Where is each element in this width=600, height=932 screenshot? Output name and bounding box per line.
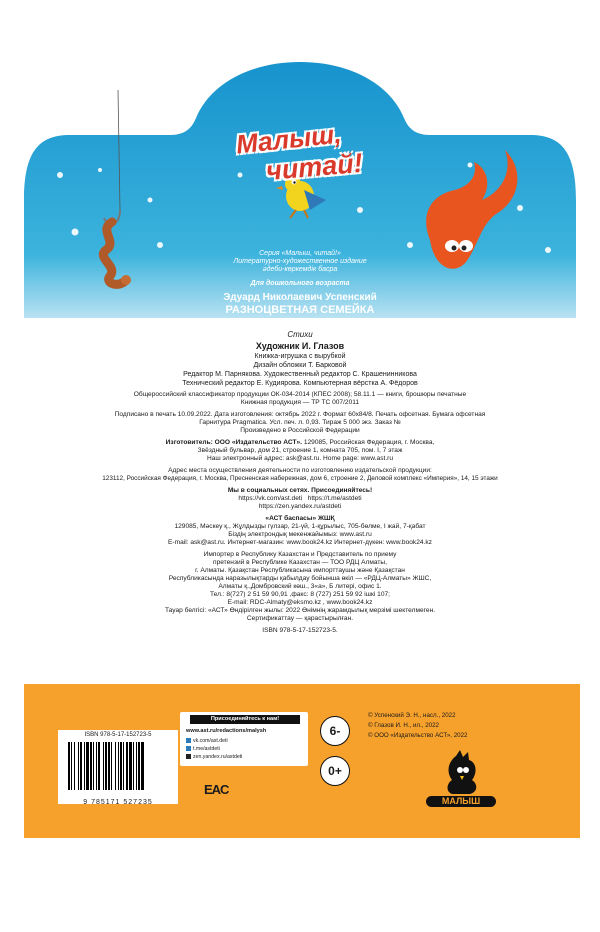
format: Книжка-игрушка с вырубкой [254, 353, 346, 360]
importer-2: претензий в Республике Казахстан — ТОО РДЦ Алматы, [213, 559, 387, 566]
social-label: Мы в социальных сетях. Присоединяйтесь! [227, 487, 373, 494]
kz-publisher: «АСТ баспасы» ЖШҚ [265, 515, 335, 522]
kz-address: 129085, Мәскеу қ., Жұлдызды гүлзар, 21-үй, 1-құрылыс, 705-бөлме, I жай, 7-қабат [174, 523, 426, 530]
maker-label: Изготовитель: ООО «Издательство АСТ». [165, 439, 302, 446]
cover-design: Дизайн обложки Т. Барковой [253, 362, 347, 369]
genre: Стихи [287, 330, 313, 339]
importer-5: Алматы қ.,Домбровский көш., 3«а», Б литері, офис 1. [218, 583, 382, 590]
age-rating: 0+ [320, 756, 350, 786]
kz-email-label: Біздің электрондық мекенжайымыз: www.ast.ru [228, 531, 372, 538]
copyright-3: © ООО «Издательство АСТ», 2022 [368, 732, 468, 739]
maker-address: 129085, Российская Федерация, г. Москва, [302, 439, 435, 446]
link-zen[interactable]: zen.yandex.ru/astdeti [186, 754, 242, 760]
print-line-1: Подписано в печать 10.09.2022. Дата изготовления: октябрь 2022 г. Формат 60х84/8. Печать офсетная. Бумага офсетная [114, 411, 486, 418]
book-title: РАЗНОЦВЕТНАЯ СЕМЕЙКА [225, 304, 375, 316]
importer-1: Импортер в Республику Казахстан и Представитель по приему [203, 551, 397, 558]
product-reg: Книжная продукция — ТР ТС 007/2011 [240, 399, 360, 406]
prod-address-label: Адрес места осуществления деятельности по изготовлению издательской продукции: [168, 467, 432, 474]
kz-shop: E-mail: ask@ast.ru. Интернет-магазин: www.book24.kz Интернет-дүкен: www.book24.kz [168, 539, 432, 546]
intro-line-2: Литературно-художественное издание [233, 258, 367, 265]
prod-address: 123112, Российская Федерация, г. Москва, Пресненская набережная, дом 6, строение 2, Деловой комплекс «Империя», 14, 15 этажи [102, 475, 498, 482]
telegram-icon [186, 746, 191, 751]
vk-icon [186, 738, 191, 743]
author: Эдуард Николаевич Успенский [223, 292, 377, 303]
social-links-2: https://zen.yandex.ru/astdeti [258, 503, 342, 510]
editor-line: Редактор М. Парнякова. Художественный редактор С. Крашенинникова [183, 371, 417, 378]
cert: Сертификаттау — қарастырылған. [246, 615, 354, 622]
join-url: www.ast.ru/redactions/malysh [186, 728, 267, 734]
logo-line2: читай! [264, 147, 364, 187]
join-banner: Присоединяйтесь к нам! [190, 715, 300, 724]
copyright-2: © Глазов И. Н., ил., 2022 [368, 722, 439, 729]
barcode [58, 730, 178, 804]
barcode-isbn: ISBN 978-5-17-152723-5 [84, 732, 152, 738]
series-logo [210, 120, 390, 190]
maker-email: Наш электронный адрес: ask@ast.ru. Home page: www.ast.ru [206, 455, 394, 462]
tech-editor-line: Технический редактор Е. Кудиярова. Компьютерная вёрстка А. Фёдоров [182, 380, 418, 387]
barcode-digits: 9 785171 527235 [83, 799, 153, 806]
link-vk[interactable]: vk.com/ast.deti [186, 738, 228, 744]
brand-label: МАЛЫШ [426, 796, 496, 807]
print-line-2: Гарнитура Pragmatica. Усл. печ. л. 0,93. Тираж 5 000 экз. Заказ № [199, 419, 401, 426]
maker-address-2: Звёздный бульвар, дом 21, строение 1, комната 705, пом. I, 7 этаж [197, 447, 403, 454]
importer-4: Республикасында наразылықтарды қабылдау бойынша өкіл — «РДЦ-Алматы» ЖШС, [168, 575, 432, 582]
copyright-1: © Успенский Э. Н., насл., 2022 [368, 712, 456, 719]
age-label: Для дошкольного возраста [250, 280, 350, 287]
logo-line1: Малыш, [234, 118, 343, 160]
classifier: Общероссийский классификатор продукции ОК-034-2014 (КПЕС 2008); 58.11.1 — книги, брошюры печатные [133, 391, 467, 398]
link-telegram[interactable]: t.me/astdeti [186, 746, 220, 752]
eac-mark: EAC [204, 782, 229, 797]
importer-7: E-mail: RDC-Almaty@eksmo.kz , www.book24.kz [227, 599, 373, 606]
importer-6: Тел.: 8(727) 2 51 59 90,91 ,факс: 8 (727) 251 59 92 ішкі 107; [209, 591, 390, 598]
trademark: Тауар белгісі: «АСТ» Өндірілген жылы: 2022 Өнімнің жарамдылық мерзімі шектелмеген. [164, 607, 436, 614]
artist: Художник И. Глазов [255, 341, 345, 351]
age-badge: 6- [320, 716, 350, 746]
intro-line-3: әдеби-көркемдік басpa [262, 266, 338, 273]
isbn-text: ISBN 978-5-17-152723-5. [262, 627, 338, 634]
made-in: Произведено в Российской Федерации [240, 427, 360, 434]
importer-3: г. Алматы. Қазақстан Республикасына импорттаушы және Қазақстан [195, 567, 405, 574]
maker [24, 439, 576, 447]
barcode-bars [66, 742, 170, 792]
intro-line-1: Серия «Малыш, читай!» [259, 250, 341, 257]
social-links-1: https://vk.com/ast.deti https://t.me/astdeti [238, 495, 362, 502]
zen-icon [186, 754, 191, 759]
